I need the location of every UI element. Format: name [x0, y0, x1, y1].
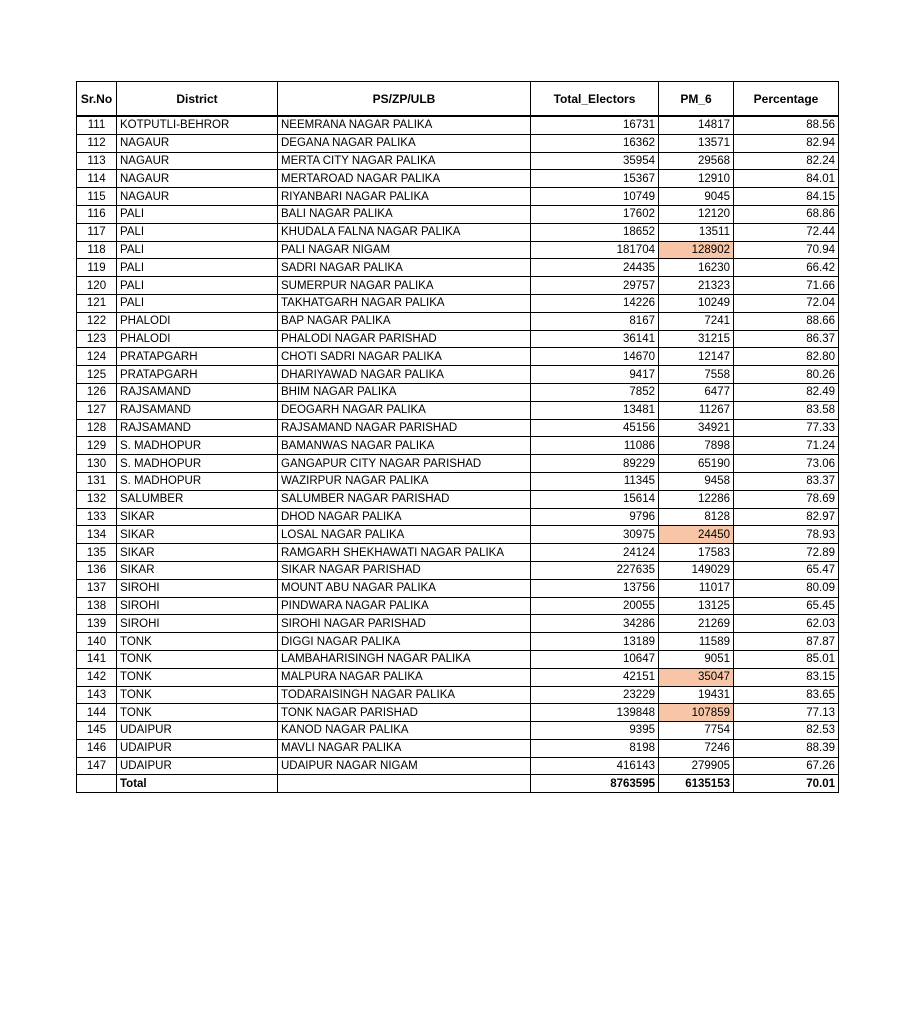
sr-no-cell: 125: [77, 366, 117, 384]
percentage-cell: 78.69: [734, 490, 839, 508]
total-electors-cell: 16362: [531, 134, 659, 152]
pm6-cell: 17583: [659, 544, 734, 562]
percentage-cell: 83.58: [734, 401, 839, 419]
table-row: [77, 633, 839, 651]
header-sr-no: Sr.No: [77, 82, 117, 117]
total-electors-cell: 11086: [531, 437, 659, 455]
district-cell: PHALODI: [117, 312, 278, 330]
percentage-cell: 70.94: [734, 241, 839, 259]
ulb-cell: SADRI NAGAR PALIKA: [278, 259, 531, 277]
percentage-cell: 84.15: [734, 188, 839, 206]
total-electors-cell: 9796: [531, 508, 659, 526]
sr-no-cell: 128: [77, 419, 117, 437]
ulb-cell: UDAIPUR NAGAR NIGAM: [278, 757, 531, 775]
total-electors-cell: 34286: [531, 615, 659, 633]
ulb-cell: DHOD NAGAR PALIKA: [278, 508, 531, 526]
percentage-cell: 84.01: [734, 170, 839, 188]
table-row: [77, 312, 839, 330]
total-pm6-cell: 6135153: [659, 775, 734, 793]
sr-no-cell: 120: [77, 277, 117, 295]
table-row: [77, 739, 839, 757]
table-row: [77, 241, 839, 259]
ulb-cell: RAMGARH SHEKHAWATI NAGAR PALIKA: [278, 544, 531, 562]
total-electors-cell: 35954: [531, 152, 659, 170]
pm6-cell: 10249: [659, 294, 734, 312]
pm6-cell: 21323: [659, 277, 734, 295]
percentage-cell: 68.86: [734, 205, 839, 223]
total-electors-cell: 30975: [531, 526, 659, 544]
percentage-cell: 83.65: [734, 686, 839, 704]
pm6-cell: 9045: [659, 188, 734, 206]
sr-no-cell: 118: [77, 241, 117, 259]
pm6-cell: 7558: [659, 366, 734, 384]
table-row: [77, 508, 839, 526]
district-cell: UDAIPUR: [117, 757, 278, 775]
sr-no-cell: 142: [77, 668, 117, 686]
ulb-cell: GANGAPUR CITY NAGAR PARISHAD: [278, 455, 531, 473]
total-ulb-cell: [278, 775, 531, 793]
total-electors-cell: 181704: [531, 241, 659, 259]
total-electors-cell: 45156: [531, 419, 659, 437]
percentage-cell: 65.45: [734, 597, 839, 615]
pm6-cell: 8128: [659, 508, 734, 526]
pm6-cell: 9458: [659, 472, 734, 490]
ulb-cell: PINDWARA NAGAR PALIKA: [278, 597, 531, 615]
percentage-cell: 88.39: [734, 739, 839, 757]
table-row: [77, 152, 839, 170]
ulb-cell: DIGGI NAGAR PALIKA: [278, 633, 531, 651]
pm6-cell: 7241: [659, 312, 734, 330]
table-row: [77, 455, 839, 473]
table-row: [77, 330, 839, 348]
percentage-cell: 80.26: [734, 366, 839, 384]
ulb-cell: BAP NAGAR PALIKA: [278, 312, 531, 330]
ulb-cell: DEOGARH NAGAR PALIKA: [278, 401, 531, 419]
table-row: [77, 259, 839, 277]
ulb-cell: BALI NAGAR PALIKA: [278, 205, 531, 223]
ulb-cell: MERTA CITY NAGAR PALIKA: [278, 152, 531, 170]
table-row: [77, 294, 839, 312]
ulb-cell: NEEMRANA NAGAR PALIKA: [278, 116, 531, 134]
percentage-cell: 87.87: [734, 633, 839, 651]
table-row: [77, 205, 839, 223]
total-electors-cell: 24435: [531, 259, 659, 277]
sr-no-cell: 135: [77, 544, 117, 562]
district-cell: SIROHI: [117, 579, 278, 597]
sr-no-cell: 123: [77, 330, 117, 348]
table-row: [77, 544, 839, 562]
ulb-cell: CHOTI SADRI NAGAR PALIKA: [278, 348, 531, 366]
table-row: [77, 650, 839, 668]
district-cell: SIKAR: [117, 508, 278, 526]
ulb-cell: MALPURA NAGAR PALIKA: [278, 668, 531, 686]
percentage-cell: 77.13: [734, 704, 839, 722]
district-cell: S. MADHOPUR: [117, 437, 278, 455]
pm6-cell: 12147: [659, 348, 734, 366]
header-percentage: Percentage: [734, 82, 839, 117]
pm6-cell: 11017: [659, 579, 734, 597]
total-electors-cell: 10749: [531, 188, 659, 206]
sr-no-cell: 112: [77, 134, 117, 152]
ulb-cell: RIYANBARI NAGAR PALIKA: [278, 188, 531, 206]
district-cell: UDAIPUR: [117, 739, 278, 757]
sr-no-cell: 116: [77, 205, 117, 223]
percentage-cell: 82.80: [734, 348, 839, 366]
percentage-cell: 83.37: [734, 472, 839, 490]
percentage-cell: 88.66: [734, 312, 839, 330]
table-row: [77, 116, 839, 134]
district-cell: SIKAR: [117, 526, 278, 544]
sr-no-cell: 146: [77, 739, 117, 757]
total-electors-cell: 9395: [531, 722, 659, 740]
district-cell: S. MADHOPUR: [117, 455, 278, 473]
ulb-cell: TAKHATGARH NAGAR PALIKA: [278, 294, 531, 312]
pm6-cell: 13571: [659, 134, 734, 152]
percentage-cell: 82.49: [734, 383, 839, 401]
pm6-cell: 149029: [659, 561, 734, 579]
district-cell: SIROHI: [117, 597, 278, 615]
pm6-cell: 128902: [659, 241, 734, 259]
total-electors-cell: 13481: [531, 401, 659, 419]
ulb-cell: WAZIRPUR NAGAR PALIKA: [278, 472, 531, 490]
table-row: [77, 223, 839, 241]
district-cell: PHALODI: [117, 330, 278, 348]
district-cell: PALI: [117, 277, 278, 295]
district-cell: PRATAPGARH: [117, 366, 278, 384]
total-electors-cell: 17602: [531, 205, 659, 223]
ulb-cell: DEGANA NAGAR PALIKA: [278, 134, 531, 152]
total-sr-cell: [77, 775, 117, 793]
district-cell: NAGAUR: [117, 188, 278, 206]
table-row: [77, 383, 839, 401]
ulb-cell: MAVLI NAGAR PALIKA: [278, 739, 531, 757]
pm6-cell: 19431: [659, 686, 734, 704]
pm6-cell: 11589: [659, 633, 734, 651]
header-pm6: PM_6: [659, 82, 734, 117]
percentage-cell: 77.33: [734, 419, 839, 437]
total-electors-cell: 15367: [531, 170, 659, 188]
total-electors-cell: 89229: [531, 455, 659, 473]
sr-no-cell: 141: [77, 650, 117, 668]
district-cell: S. MADHOPUR: [117, 472, 278, 490]
district-cell: UDAIPUR: [117, 722, 278, 740]
district-cell: TONK: [117, 686, 278, 704]
percentage-cell: 88.56: [734, 116, 839, 134]
sr-no-cell: 145: [77, 722, 117, 740]
pm6-cell: 13511: [659, 223, 734, 241]
total-row: [77, 775, 839, 793]
ulb-cell: RAJSAMAND NAGAR PARISHAD: [278, 419, 531, 437]
percentage-cell: 72.04: [734, 294, 839, 312]
percentage-cell: 72.89: [734, 544, 839, 562]
ulb-cell: LOSAL NAGAR PALIKA: [278, 526, 531, 544]
sr-no-cell: 114: [77, 170, 117, 188]
table-row: [77, 188, 839, 206]
pm6-cell: 16230: [659, 259, 734, 277]
district-cell: SALUMBER: [117, 490, 278, 508]
percentage-cell: 82.24: [734, 152, 839, 170]
pm6-cell: 12286: [659, 490, 734, 508]
total-electors-cell: 8198: [531, 739, 659, 757]
ulb-cell: SALUMBER NAGAR PARISHAD: [278, 490, 531, 508]
district-cell: SIKAR: [117, 544, 278, 562]
ulb-cell: PALI NAGAR NIGAM: [278, 241, 531, 259]
district-cell: TONK: [117, 650, 278, 668]
ulb-cell: SIKAR NAGAR PARISHAD: [278, 561, 531, 579]
sr-no-cell: 115: [77, 188, 117, 206]
total-electors-cell: 11345: [531, 472, 659, 490]
district-cell: TONK: [117, 704, 278, 722]
district-cell: NAGAUR: [117, 152, 278, 170]
total-label-cell: Total: [117, 775, 278, 793]
percentage-cell: 62.03: [734, 615, 839, 633]
pm6-cell: 12120: [659, 205, 734, 223]
table-row: [77, 615, 839, 633]
header-ulb: PS/ZP/ULB: [278, 82, 531, 117]
sr-no-cell: 127: [77, 401, 117, 419]
ulb-cell: BAMANWAS NAGAR PALIKA: [278, 437, 531, 455]
table-row: [77, 704, 839, 722]
sr-no-cell: 129: [77, 437, 117, 455]
pm6-cell: 35047: [659, 668, 734, 686]
table-body: [77, 116, 839, 793]
percentage-cell: 82.94: [734, 134, 839, 152]
total-electors-cell: 29757: [531, 277, 659, 295]
total-electors-cell: 9417: [531, 366, 659, 384]
total-electors-cell: 227635: [531, 561, 659, 579]
total-electors-cell: 16731: [531, 116, 659, 134]
sr-no-cell: 130: [77, 455, 117, 473]
table-row: [77, 437, 839, 455]
percentage-cell: 66.42: [734, 259, 839, 277]
sr-no-cell: 122: [77, 312, 117, 330]
total-electors-cell: 24124: [531, 544, 659, 562]
district-cell: SIROHI: [117, 615, 278, 633]
pm6-cell: 7246: [659, 739, 734, 757]
percentage-cell: 65.47: [734, 561, 839, 579]
pm6-cell: 9051: [659, 650, 734, 668]
pm6-cell: 29568: [659, 152, 734, 170]
sr-no-cell: 131: [77, 472, 117, 490]
sr-no-cell: 140: [77, 633, 117, 651]
total-electors-cell: 42151: [531, 668, 659, 686]
table-row: [77, 348, 839, 366]
district-cell: NAGAUR: [117, 170, 278, 188]
percentage-cell: 86.37: [734, 330, 839, 348]
pm6-cell: 7754: [659, 722, 734, 740]
table-row: [77, 526, 839, 544]
district-cell: TONK: [117, 668, 278, 686]
percentage-cell: 85.01: [734, 650, 839, 668]
percentage-cell: 71.24: [734, 437, 839, 455]
total-electors-cell: 36141: [531, 330, 659, 348]
sr-no-cell: 137: [77, 579, 117, 597]
header-row: [77, 82, 839, 117]
sr-no-cell: 133: [77, 508, 117, 526]
table-row: [77, 170, 839, 188]
table-row: [77, 472, 839, 490]
percentage-cell: 82.97: [734, 508, 839, 526]
table-row: [77, 561, 839, 579]
district-cell: PALI: [117, 205, 278, 223]
ulb-cell: KANOD NAGAR PALIKA: [278, 722, 531, 740]
ulb-cell: TONK NAGAR PARISHAD: [278, 704, 531, 722]
total-electors-cell: 13189: [531, 633, 659, 651]
sr-no-cell: 147: [77, 757, 117, 775]
total-electors-cell: 10647: [531, 650, 659, 668]
results-sheet: [76, 81, 839, 793]
total-electors-cell: 8763595: [531, 775, 659, 793]
total-electors-cell: 139848: [531, 704, 659, 722]
pm6-cell: 6477: [659, 383, 734, 401]
table-row: [77, 579, 839, 597]
total-electors-cell: 7852: [531, 383, 659, 401]
sr-no-cell: 117: [77, 223, 117, 241]
table-row: [77, 277, 839, 295]
ulb-cell: SIROHI NAGAR PARISHAD: [278, 615, 531, 633]
table-row: [77, 490, 839, 508]
table-row: [77, 722, 839, 740]
total-electors-cell: 14226: [531, 294, 659, 312]
table-row: [77, 401, 839, 419]
header-total-electors: Total_Electors: [531, 82, 659, 117]
percentage-cell: 67.26: [734, 757, 839, 775]
sr-no-cell: 121: [77, 294, 117, 312]
percentage-cell: 83.15: [734, 668, 839, 686]
district-cell: PALI: [117, 223, 278, 241]
percentage-cell: 78.93: [734, 526, 839, 544]
table-row: [77, 366, 839, 384]
district-cell: RAJSAMAND: [117, 401, 278, 419]
table-row: [77, 757, 839, 775]
ulb-cell: BHIM NAGAR PALIKA: [278, 383, 531, 401]
sr-no-cell: 119: [77, 259, 117, 277]
percentage-cell: 72.44: [734, 223, 839, 241]
pm6-cell: 11267: [659, 401, 734, 419]
total-percentage-cell: 70.01: [734, 775, 839, 793]
ulb-cell: PHALODI NAGAR PARISHAD: [278, 330, 531, 348]
ulb-cell: TODARAISINGH NAGAR PALIKA: [278, 686, 531, 704]
pm6-cell: 31215: [659, 330, 734, 348]
table-row: [77, 597, 839, 615]
pm6-cell: 14817: [659, 116, 734, 134]
table-row: [77, 686, 839, 704]
sr-no-cell: 132: [77, 490, 117, 508]
total-electors-cell: 23229: [531, 686, 659, 704]
table-row: [77, 668, 839, 686]
pm6-cell: 34921: [659, 419, 734, 437]
pm6-cell: 13125: [659, 597, 734, 615]
pm6-cell: 107859: [659, 704, 734, 722]
sr-no-cell: 126: [77, 383, 117, 401]
district-cell: RAJSAMAND: [117, 419, 278, 437]
district-cell: RAJSAMAND: [117, 383, 278, 401]
ulb-cell: KHUDALA FALNA NAGAR PALIKA: [278, 223, 531, 241]
district-cell: TONK: [117, 633, 278, 651]
district-cell: PALI: [117, 294, 278, 312]
total-electors-cell: 15614: [531, 490, 659, 508]
district-cell: KOTPUTLI-BEHROR: [117, 116, 278, 134]
total-electors-cell: 416143: [531, 757, 659, 775]
percentage-cell: 80.09: [734, 579, 839, 597]
sr-no-cell: 113: [77, 152, 117, 170]
sr-no-cell: 144: [77, 704, 117, 722]
sr-no-cell: 138: [77, 597, 117, 615]
table-row: [77, 419, 839, 437]
ulb-cell: MOUNT ABU NAGAR PALIKA: [278, 579, 531, 597]
ulb-cell: MERTAROAD NAGAR PALIKA: [278, 170, 531, 188]
percentage-cell: 71.66: [734, 277, 839, 295]
electors-table: [76, 81, 839, 793]
district-cell: PRATAPGARH: [117, 348, 278, 366]
total-electors-cell: 13756: [531, 579, 659, 597]
table-row: [77, 134, 839, 152]
pm6-cell: 7898: [659, 437, 734, 455]
district-cell: PALI: [117, 259, 278, 277]
percentage-cell: 73.06: [734, 455, 839, 473]
sr-no-cell: 111: [77, 116, 117, 134]
sr-no-cell: 134: [77, 526, 117, 544]
total-electors-cell: 18652: [531, 223, 659, 241]
pm6-cell: 279905: [659, 757, 734, 775]
total-electors-cell: 14670: [531, 348, 659, 366]
district-cell: PALI: [117, 241, 278, 259]
pm6-cell: 65190: [659, 455, 734, 473]
sr-no-cell: 136: [77, 561, 117, 579]
table-header: [77, 82, 839, 117]
header-district: District: [117, 82, 278, 117]
ulb-cell: SUMERPUR NAGAR PALIKA: [278, 277, 531, 295]
sr-no-cell: 143: [77, 686, 117, 704]
district-cell: NAGAUR: [117, 134, 278, 152]
pm6-cell: 12910: [659, 170, 734, 188]
district-cell: SIKAR: [117, 561, 278, 579]
pm6-cell: 24450: [659, 526, 734, 544]
ulb-cell: LAMBAHARISINGH NAGAR PALIKA: [278, 650, 531, 668]
percentage-cell: 82.53: [734, 722, 839, 740]
pm6-cell: 21269: [659, 615, 734, 633]
sr-no-cell: 139: [77, 615, 117, 633]
total-electors-cell: 20055: [531, 597, 659, 615]
ulb-cell: DHARIYAWAD NAGAR PALIKA: [278, 366, 531, 384]
sr-no-cell: 124: [77, 348, 117, 366]
total-electors-cell: 8167: [531, 312, 659, 330]
